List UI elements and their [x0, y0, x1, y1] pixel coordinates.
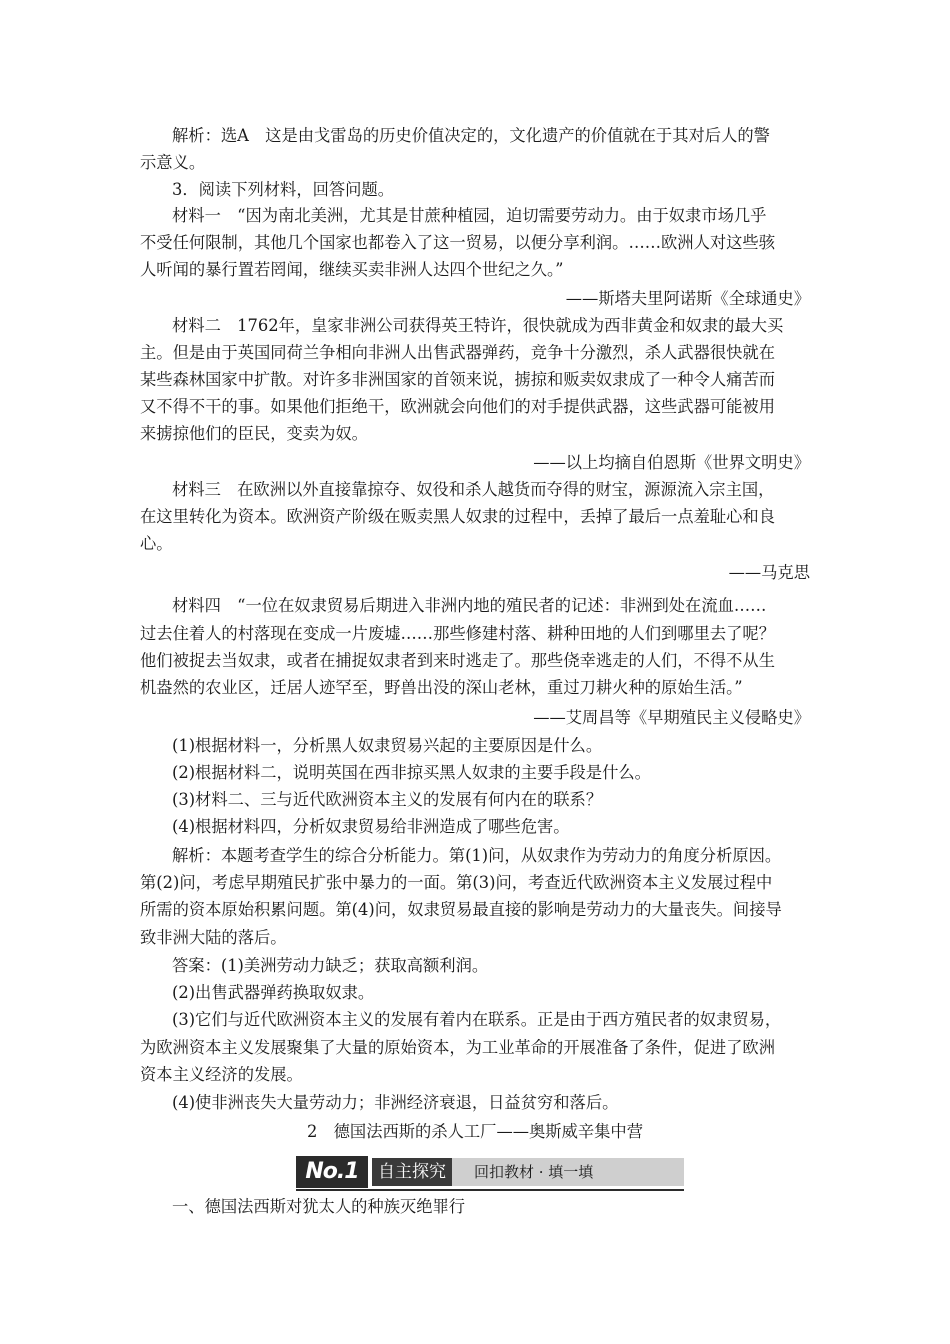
- banner-subtitle: 回扣教材 · 填一填: [452, 1158, 684, 1186]
- text-line: 3．阅读下列材料，回答问题。: [172, 180, 395, 199]
- text-line: 所需的资本原始积累问题。第(4)问，奴隶贸易最直接的影响是劳动力的大量丧失。间接导: [140, 900, 782, 919]
- text-line: ——以上均摘自伯恩斯《世界文明史》: [533, 453, 810, 472]
- banner-section-label: 自主探究: [372, 1158, 452, 1186]
- text-line: (3)它们与近代欧洲资本主义的发展有着内在联系。正是由于西方殖民者的奴隶贸易，: [172, 1010, 782, 1029]
- banner-underline: [296, 1189, 684, 1191]
- text-line: 他们被捉去当奴隶，或者在捕捉奴隶者到来时逃走了。那些侥幸逃走的人们，不得不从生: [140, 651, 775, 670]
- text-line: 材料一 “因为南北美洲，尤其是甘蔗种植园，迫切需要劳动力。由于奴隶市场几乎: [172, 206, 767, 225]
- text-line: ——马克思: [728, 563, 810, 582]
- text-line: (2)根据材料二，说明英国在西非掠买黑人奴隶的主要手段是什么。: [172, 763, 651, 782]
- text-line: ——艾周昌等《早期殖民主义侵略史》: [533, 708, 810, 727]
- text-line: (3)材料二、三与近代欧洲资本主义的发展有何内在的联系？: [172, 790, 603, 809]
- text-line: 人听闻的暴行置若罔闻，继续买卖非洲人达四个世纪之久。”: [140, 260, 564, 279]
- text-line: 第(2)问，考虑早期殖民扩张中暴力的一面。第(3)问，考查近代欧洲资本主义发展过程中: [140, 873, 773, 892]
- text-line: 材料三 在欧洲以外直接靠掠夺、奴役和杀人越货而夺得的财宝，源源流入宗主国，: [172, 480, 775, 499]
- text-line: 过去住着人的村落现在变成一片废墟……那些修建村落、耕种田地的人们到哪里去了呢？: [140, 624, 775, 643]
- text-line: 材料二 1762年，皇家非洲公司获得英王特许，很快就成为西非黄金和奴隶的最大买: [172, 316, 784, 335]
- text-line: 一、德国法西斯对犹太人的种族灭绝罪行: [172, 1197, 466, 1216]
- text-line: 主。但是由于英国同荷兰争相向非洲人出售武器弹药，竞争十分激烈，杀人武器很快就在: [140, 343, 775, 362]
- text-line: (1)根据材料一，分析黑人奴隶贸易兴起的主要原因是什么。: [172, 736, 603, 755]
- text-line: 材料四 “一位在奴隶贸易后期进入非洲内地的殖民者的记述：非洲到处在流血……: [172, 596, 767, 615]
- text-line: (4)使非洲丧失大量劳动力；非洲经济衰退，日益贫穷和落后。: [172, 1093, 619, 1112]
- text-line: 示意义。: [140, 153, 206, 172]
- text-line: 解析：选A 这是由戈雷岛的历史价值决定的，文化遗产的价值就在于其对后人的警: [172, 126, 770, 145]
- text-line: 某些森林国家中扩散。对许多非洲国家的首领来说，掳掠和贩卖奴隶成了一种令人痛苦而: [140, 370, 775, 389]
- text-line: 资本主义经济的发展。: [140, 1065, 303, 1084]
- section-banner: [296, 1156, 684, 1188]
- text-line: 致非洲大陆的落后。: [140, 928, 287, 947]
- banner-badge: No.1: [296, 1156, 368, 1188]
- text-line: 答案：(1)美洲劳动力缺乏；获取高额利润。: [172, 956, 489, 975]
- text-line: 又不得不干的事。如果他们拒绝干，欧洲就会向他们的对手提供武器，这些武器可能被用: [140, 397, 775, 416]
- text-line: ——斯塔夫里阿诺斯《全球通史》: [565, 289, 810, 308]
- text-line: 解析：本题考查学生的综合分析能力。第(1)问，从奴隶作为劳动力的角度分析原因。: [172, 846, 782, 865]
- text-line: 在这里转化为资本。欧洲资产阶级在贩卖黑人奴隶的过程中，丢掉了最后一点羞耻心和良: [140, 507, 775, 526]
- text-line: 来掳掠他们的臣民，变卖为奴。: [140, 424, 368, 443]
- text-line: 不受任何限制，其他几个国家也都卷入了这一贸易，以便分享利润。……欧洲人对这些骇: [140, 233, 775, 252]
- text-line: 心。: [140, 534, 173, 553]
- text-line: 机盎然的农业区，迁居人迹罕至，野兽出没的深山老林，重过刀耕火种的原始生活。”: [140, 678, 743, 697]
- section-title: 2 德国法西斯的杀人工厂——奥斯威辛集中营: [307, 1122, 643, 1141]
- text-line: (2)出售武器弹药换取奴隶。: [172, 983, 375, 1002]
- text-line: 为欧洲资本主义发展聚集了大量的原始资本，为工业革命的开展准备了条件，促进了欧洲: [140, 1038, 775, 1057]
- text-line: (4)根据材料四，分析奴隶贸易给非洲造成了哪些危害。: [172, 817, 570, 836]
